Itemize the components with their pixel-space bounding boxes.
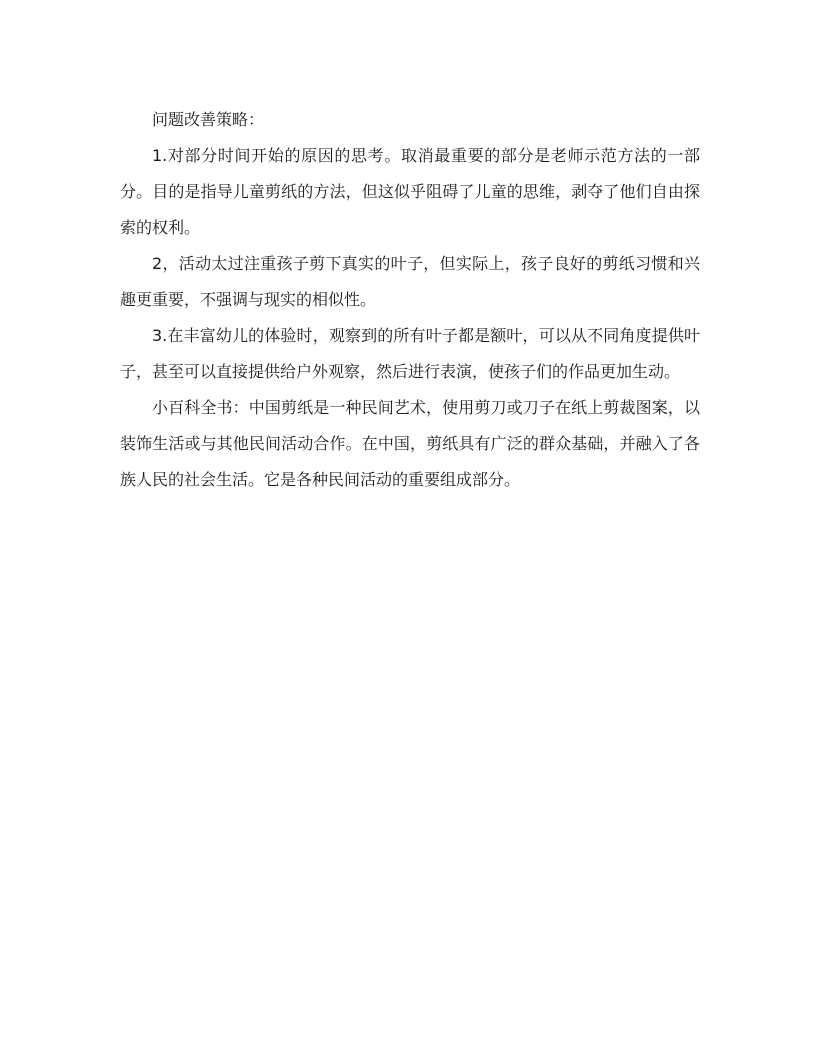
document-body: [120, 102, 700, 498]
encyclopedia-note: 小百科全书：中国剪纸是一种民间艺术，使用剪刀或刀子在纸上剪裁图案，以装饰生活或与其他民间活动合作。在中国，剪纸具有广泛的群众基础，并融入了各族人民的社会生活。它是各种民间活动的重要组成部分。: [120, 398, 700, 489]
strategy-item-3: 3.在丰富幼儿的体验时，观察到的所有叶子都是额叶，可以从不同角度提供叶子，甚至可以直接提供给户外观察，然后进行表演，使孩子们的作品更加生动。: [120, 326, 700, 381]
section-heading: 问题改善策略：: [152, 110, 265, 129]
strategy-item-1: 1.对部分时间开始的原因的思考。取消最重要的部分是老师示范方法的一部分。目的是指导儿童剪纸的方法，但这似乎阻碍了儿童的思维，剥夺了他们自由探索的权利。: [120, 146, 700, 237]
strategy-item-2: 2，活动太过注重孩子剪下真实的叶子，但实际上，孩子良好的剪纸习惯和兴趣更重要，不强调与现实的相似性。: [120, 254, 700, 309]
